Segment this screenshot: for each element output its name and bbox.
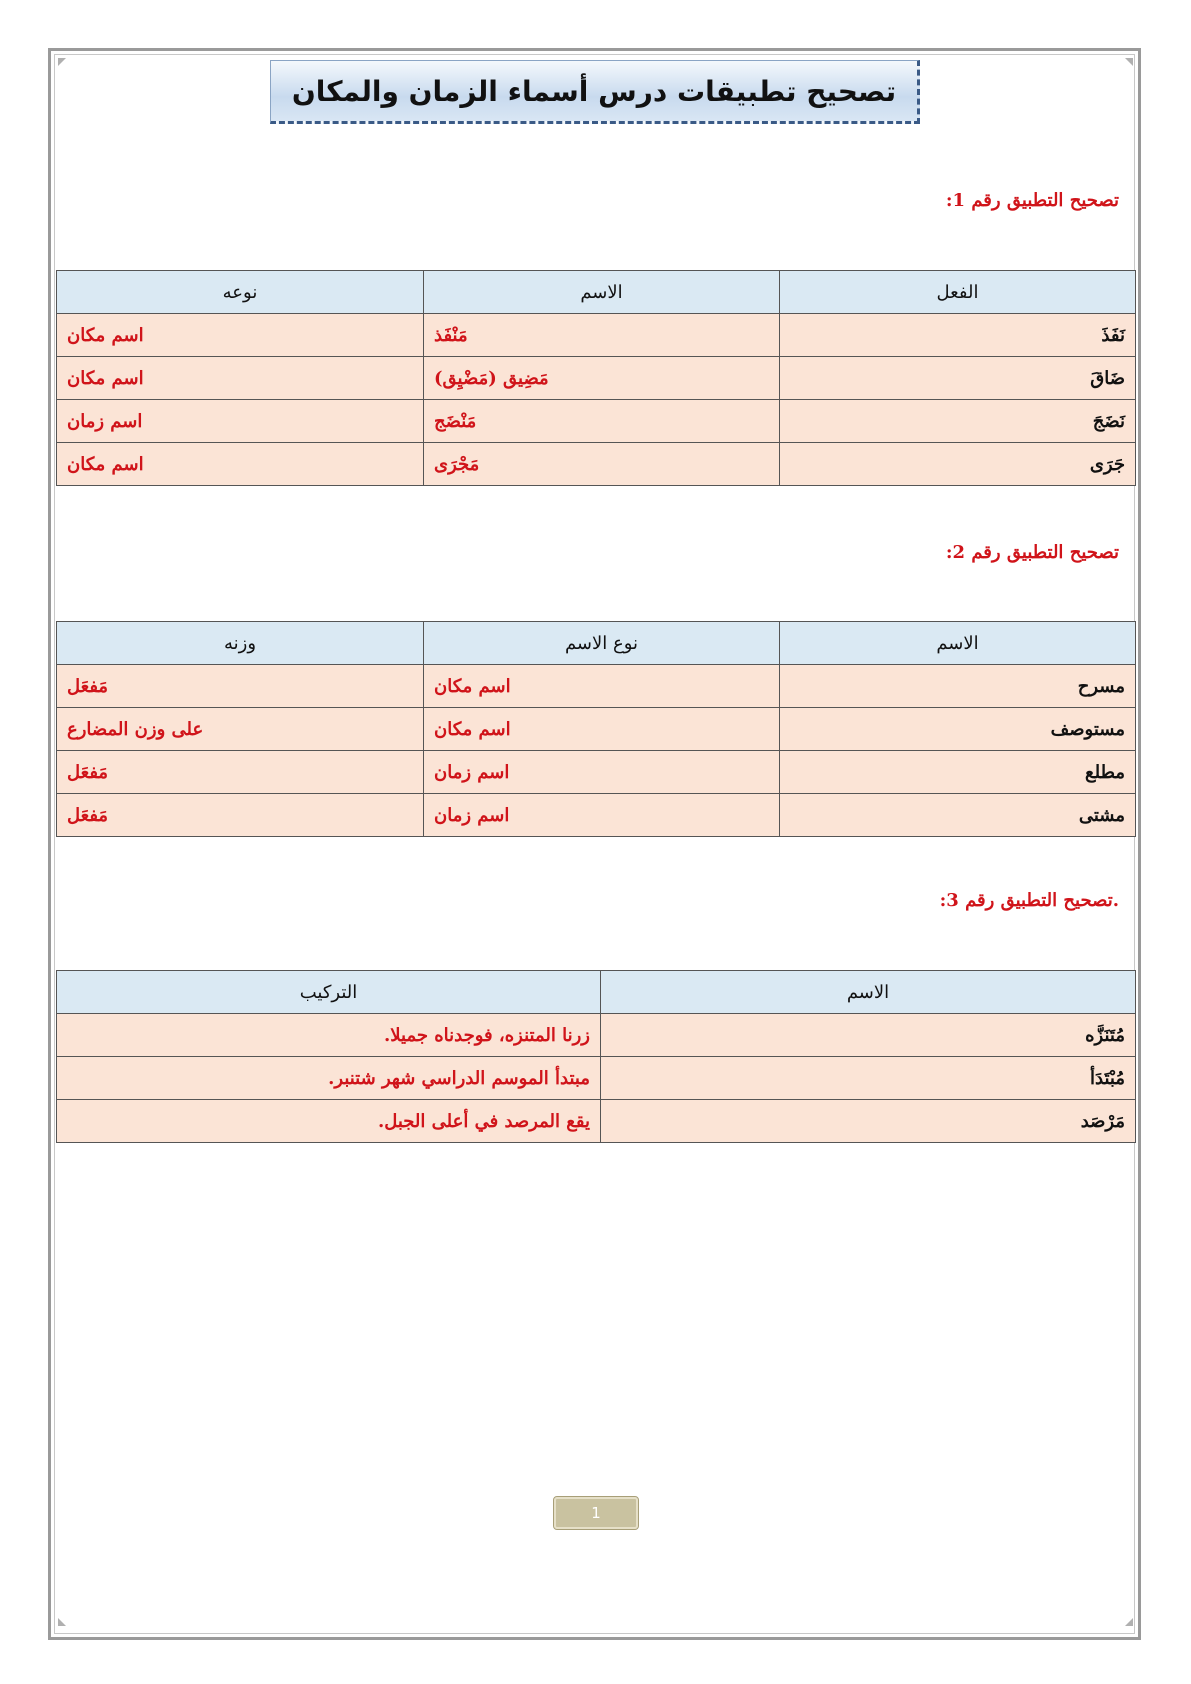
noun-cell: مَرْصَد: [601, 1100, 1136, 1143]
exercise1-table: [56, 270, 1136, 486]
type-cell: اسم مكان: [57, 443, 424, 486]
type-cell: اسم مكان: [57, 314, 424, 357]
table-row: [57, 400, 1136, 443]
column-header: الاسم: [780, 622, 1136, 665]
noun-cell: مشتى: [780, 794, 1136, 837]
type-cell: اسم زمان: [57, 400, 424, 443]
title-banner: [270, 60, 920, 124]
page-number: 1: [554, 1497, 638, 1529]
exercise3-heading: .تصحيح التطبيق رقم 3:: [939, 890, 1119, 911]
corner-ornament-top-left: [58, 58, 66, 66]
pattern-cell: على وزن المضارع: [57, 708, 424, 751]
verb-cell: ضَاقَ: [780, 357, 1136, 400]
corner-ornament-bottom-left: [58, 1618, 66, 1626]
noun-cell: مَنْضَج: [424, 400, 780, 443]
column-header: نوعه: [57, 271, 424, 314]
table-row: [57, 1057, 1136, 1100]
table-header-row: [57, 271, 1136, 314]
noun-cell: مَجْرَى: [424, 443, 780, 486]
table-row: [57, 357, 1136, 400]
noun-type-cell: اسم مكان: [424, 708, 780, 751]
noun-cell: مُتَنَزَّه: [601, 1014, 1136, 1057]
exercise2-heading: تصحيح التطبيق رقم 2:: [945, 542, 1119, 563]
noun-cell: مُبْتَدَأ: [601, 1057, 1136, 1100]
column-header: نوع الاسم: [424, 622, 780, 665]
corner-ornament-bottom-right: [1125, 1618, 1133, 1626]
table-header-row: [57, 622, 1136, 665]
type-cell: اسم مكان: [57, 357, 424, 400]
verb-cell: جَرَى: [780, 443, 1136, 486]
pattern-cell: مَفعَل: [57, 665, 424, 708]
table-row: [57, 314, 1136, 357]
noun-cell: مَضِيق (مَضْيِق): [424, 357, 780, 400]
sentence-cell: يقع المرصد في أعلى الجبل.: [57, 1100, 601, 1143]
sentence-cell: مبتدأ الموسم الدراسي شهر شتنبر.: [57, 1057, 601, 1100]
table-row: [57, 1100, 1136, 1143]
column-header: التركيب: [57, 971, 601, 1014]
noun-type-cell: اسم زمان: [424, 794, 780, 837]
table-row: [57, 1014, 1136, 1057]
column-header: الاسم: [601, 971, 1136, 1014]
table-row: [57, 665, 1136, 708]
table-header-row: [57, 971, 1136, 1014]
table-row: [57, 443, 1136, 486]
verb-cell: نَضَجَ: [780, 400, 1136, 443]
verb-cell: نَفَذَ: [780, 314, 1136, 357]
noun-cell: مطلع: [780, 751, 1136, 794]
sentence-cell: زرنا المتنزه، فوجدناه جميلا.: [57, 1014, 601, 1057]
pattern-cell: مَفعَل: [57, 751, 424, 794]
corner-ornament-top-right: [1125, 58, 1133, 66]
noun-cell: مسرح: [780, 665, 1136, 708]
table-row: [57, 794, 1136, 837]
page-title: تصحيح تطبيقات درس أسماء الزمان والمكان: [291, 74, 897, 108]
table-row: [57, 708, 1136, 751]
pattern-cell: مَفعَل: [57, 794, 424, 837]
noun-cell: مستوصف: [780, 708, 1136, 751]
exercise2-table: [56, 621, 1136, 837]
column-header: الفعل: [780, 271, 1136, 314]
noun-cell: مَنْفَذ: [424, 314, 780, 357]
column-header: الاسم: [424, 271, 780, 314]
noun-type-cell: اسم زمان: [424, 751, 780, 794]
exercise3-table: [56, 970, 1136, 1143]
exercise1-heading: تصحيح التطبيق رقم 1:: [945, 190, 1119, 211]
noun-type-cell: اسم مكان: [424, 665, 780, 708]
column-header: وزنه: [57, 622, 424, 665]
table-row: [57, 751, 1136, 794]
